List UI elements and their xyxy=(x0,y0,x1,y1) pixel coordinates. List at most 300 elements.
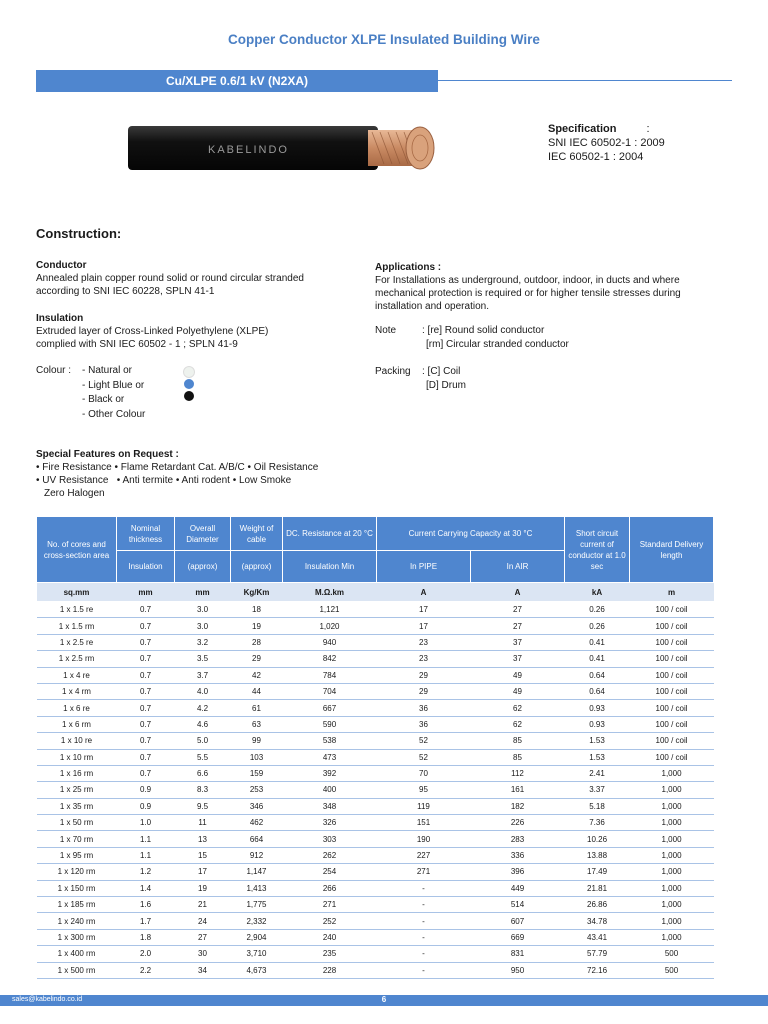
table-cell: 0.7 xyxy=(117,602,175,618)
unit-cell: m xyxy=(630,583,714,602)
product-band-label: Cu/XLPE 0.6/1 kV (N2XA) xyxy=(165,74,309,88)
note-label: Note xyxy=(375,325,397,336)
conductor-line: Annealed plain copper round solid or round circular stranded xyxy=(36,273,304,284)
table-cell: 1 x 10 rm xyxy=(37,749,117,765)
table-cell: 514 xyxy=(471,897,565,913)
table-cell: 1.0 xyxy=(117,815,175,831)
table-cell: 1 x 6 rm xyxy=(37,716,117,732)
table-cell: 1,000 xyxy=(630,798,714,814)
table-cell: 1 x 150 rm xyxy=(37,880,117,896)
table-cell: 271 xyxy=(377,864,471,880)
table-row xyxy=(37,733,714,749)
unit-cell: M.Ω.km xyxy=(283,583,377,602)
table-cell: 2.2 xyxy=(117,962,175,978)
table-cell: 3.37 xyxy=(565,782,630,798)
table-cell: 1.8 xyxy=(117,929,175,945)
table-cell: 0.9 xyxy=(117,782,175,798)
table-cell: 1 x 50 rm xyxy=(37,815,117,831)
table-cell: 500 xyxy=(630,962,714,978)
table-cell: 13 xyxy=(175,831,231,847)
table-cell: 500 xyxy=(630,946,714,962)
table-cell: 1,413 xyxy=(231,880,283,896)
table-cell: 190 xyxy=(377,831,471,847)
insulation-line: Extruded layer of Cross-Linked Polyethylene (XLPE) xyxy=(36,326,269,337)
page-number: 6 xyxy=(381,995,387,1004)
table-cell: 326 xyxy=(283,815,377,831)
table-cell: 0.93 xyxy=(565,716,630,732)
table-cell: 100 / coil xyxy=(630,651,714,667)
construction-heading: Construction: xyxy=(36,226,122,241)
applications-heading: Applications : xyxy=(375,262,442,273)
table-cell: 266 xyxy=(283,880,377,896)
table-cell: 11 xyxy=(175,815,231,831)
table-cell: 63 xyxy=(231,716,283,732)
unit-cell: mm xyxy=(117,583,175,602)
table-cell: 17 xyxy=(377,618,471,634)
table-cell: 0.7 xyxy=(117,651,175,667)
table-cell: 10.26 xyxy=(565,831,630,847)
table-cell: 1 x 95 rm xyxy=(37,847,117,863)
header-delivery: Standard Delivery length xyxy=(630,517,714,583)
table-row xyxy=(37,749,714,765)
table-cell: 100 / coil xyxy=(630,683,714,699)
table-row xyxy=(37,962,714,978)
table-cell: 21 xyxy=(175,897,231,913)
table-cell: 49 xyxy=(471,667,565,683)
table-cell: 29 xyxy=(377,667,471,683)
table-cell: - xyxy=(377,946,471,962)
insulation-block xyxy=(36,312,268,351)
header-approx: (approx) xyxy=(175,551,231,583)
table-cell: 15 xyxy=(175,847,231,863)
table-cell: 704 xyxy=(283,683,377,699)
table-cell: 940 xyxy=(283,634,377,650)
conductor-block xyxy=(36,259,304,298)
table-cell: 590 xyxy=(283,716,377,732)
insulation-line: complied with SNI IEC 60502 - 1 ; SPLN 41-9 xyxy=(36,339,238,350)
table-cell: 396 xyxy=(471,864,565,880)
table-cell: 1.2 xyxy=(117,864,175,880)
table-cell: 27 xyxy=(175,929,231,945)
table-cell: 392 xyxy=(283,765,377,781)
table-cell: 2.0 xyxy=(117,946,175,962)
table-cell: 254 xyxy=(283,864,377,880)
table-cell: 1 x 2.5 re xyxy=(37,634,117,650)
table-row xyxy=(37,634,714,650)
table-cell: 13.88 xyxy=(565,847,630,863)
table-cell: 2,332 xyxy=(231,913,283,929)
table-cell: 9.5 xyxy=(175,798,231,814)
table-row xyxy=(37,683,714,699)
table-cell: 100 / coil xyxy=(630,667,714,683)
table-cell: 0.64 xyxy=(565,683,630,699)
table-cell: 34.78 xyxy=(565,913,630,929)
cable-image xyxy=(128,124,448,172)
conductor-line: according to SNI IEC 60228, SPLN 41-1 xyxy=(36,286,215,297)
table-cell: 3.5 xyxy=(175,651,231,667)
table-cell: 1 x 1.5 rm xyxy=(37,618,117,634)
product-band xyxy=(36,70,438,92)
table-row xyxy=(37,847,714,863)
table-cell: 1 x 2.5 rm xyxy=(37,651,117,667)
table-cell: 27 xyxy=(471,602,565,618)
table-cell: 1 x 4 rm xyxy=(37,683,117,699)
table-cell: 72.16 xyxy=(565,962,630,978)
unit-cell: kA xyxy=(565,583,630,602)
table-cell: 5.18 xyxy=(565,798,630,814)
table-cell: 70 xyxy=(377,765,471,781)
table-cell: 1,000 xyxy=(630,913,714,929)
table-cell: 1.1 xyxy=(117,831,175,847)
table-cell: 1.53 xyxy=(565,733,630,749)
table-row xyxy=(37,667,714,683)
table-cell: 1 x 35 rm xyxy=(37,798,117,814)
table-cell: 1.1 xyxy=(117,847,175,863)
table-cell: 19 xyxy=(175,880,231,896)
specification-table xyxy=(36,516,714,979)
note-block xyxy=(375,324,675,352)
table-cell: 151 xyxy=(377,815,471,831)
table-cell: - xyxy=(377,897,471,913)
table-cell: 182 xyxy=(471,798,565,814)
table-cell: 28 xyxy=(231,634,283,650)
unit-cell: sq.mm xyxy=(37,583,117,602)
colour-option: - Natural or xyxy=(82,365,133,376)
table-cell: 100 / coil xyxy=(630,749,714,765)
table-cell: 0.7 xyxy=(117,716,175,732)
table-cell: 348 xyxy=(283,798,377,814)
table-cell: 24 xyxy=(175,913,231,929)
light-blue-swatch xyxy=(184,379,194,389)
table-cell: 0.41 xyxy=(565,651,630,667)
table-cell: 1 x 120 rm xyxy=(37,864,117,880)
table-cell: 4.2 xyxy=(175,700,231,716)
table-cell: 3.2 xyxy=(175,634,231,650)
footer-email: sales@kabelindo.co.id xyxy=(12,996,83,1003)
table-cell: 1,000 xyxy=(630,831,714,847)
table-cell: 95 xyxy=(377,782,471,798)
table-cell: 8.3 xyxy=(175,782,231,798)
table-cell: - xyxy=(377,913,471,929)
table-cell: 1.6 xyxy=(117,897,175,913)
note-line: [rm] Circular stranded conductor xyxy=(426,339,569,350)
table-cell: 346 xyxy=(231,798,283,814)
spec-line: SNI IEC 60502-1 : 2009 xyxy=(548,137,665,149)
table-cell: 18 xyxy=(231,602,283,618)
applications-line: mechanical protection is required or for higher tensile stresses during xyxy=(375,288,681,299)
table-cell: 0.7 xyxy=(117,683,175,699)
header-weight: Weight of cable xyxy=(231,517,283,551)
table-row xyxy=(37,782,714,798)
header-overall: Overall Diameter xyxy=(175,517,231,551)
table-cell: 950 xyxy=(471,962,565,978)
unit-cell: A xyxy=(471,583,565,602)
table-row xyxy=(37,618,714,634)
table-cell: 0.93 xyxy=(565,700,630,716)
packing-label: Packing xyxy=(375,366,411,377)
table-cell: 1 x 70 rm xyxy=(37,831,117,847)
table-cell: - xyxy=(377,929,471,945)
table-cell: 336 xyxy=(471,847,565,863)
colour-label: Colour : xyxy=(36,365,72,376)
table-cell: 1,775 xyxy=(231,897,283,913)
header-insulation: Insulation xyxy=(117,551,175,583)
table-cell: 27 xyxy=(471,618,565,634)
header-insulation-min: Insulation Min xyxy=(283,551,377,583)
table-row xyxy=(37,815,714,831)
unit-cell: mm xyxy=(175,583,231,602)
table-cell: 36 xyxy=(377,716,471,732)
table-cell: 52 xyxy=(377,733,471,749)
table-cell: 1,000 xyxy=(630,815,714,831)
table-cell: 23 xyxy=(377,634,471,650)
table-cell: 3.0 xyxy=(175,602,231,618)
table-cell: 37 xyxy=(471,634,565,650)
table-cell: 29 xyxy=(231,651,283,667)
table-cell: 271 xyxy=(283,897,377,913)
table-cell: 1 x 185 rm xyxy=(37,897,117,913)
table-row xyxy=(37,602,714,618)
special-features-block xyxy=(36,448,318,500)
table-cell: 1,000 xyxy=(630,929,714,945)
packing-line: : [C] Coil xyxy=(422,366,461,377)
table-cell: 1,000 xyxy=(630,897,714,913)
note-line: : [re] Round solid conductor xyxy=(422,325,545,336)
applications-line: installation and operation. xyxy=(375,301,489,312)
table-cell: 2,904 xyxy=(231,929,283,945)
insulation-heading: Insulation xyxy=(36,313,84,324)
table-cell: 1 x 500 rm xyxy=(37,962,117,978)
unit-cell: A xyxy=(377,583,471,602)
table-cell: 831 xyxy=(471,946,565,962)
table-cell: 228 xyxy=(283,962,377,978)
table-cell: 100 / coil xyxy=(630,700,714,716)
header-approx: (approx) xyxy=(231,551,283,583)
table-cell: 0.7 xyxy=(117,765,175,781)
units-row xyxy=(37,583,714,602)
table-cell: 52 xyxy=(377,749,471,765)
table-row xyxy=(37,651,714,667)
header-divider xyxy=(438,80,732,81)
table-row xyxy=(37,897,714,913)
table-cell: 262 xyxy=(283,847,377,863)
special-line: • Fire Resistance • Flame Retardant Cat. A/B/C • Oil Resistance xyxy=(36,462,319,473)
table-cell: 43.41 xyxy=(565,929,630,945)
natural-swatch xyxy=(183,366,195,378)
table-cell: 29 xyxy=(377,683,471,699)
table-cell: 253 xyxy=(231,782,283,798)
table-cell: 0.7 xyxy=(117,733,175,749)
table-cell: 235 xyxy=(283,946,377,962)
table-cell: 62 xyxy=(471,716,565,732)
table-cell: 112 xyxy=(471,765,565,781)
table-cell: 100 / coil xyxy=(630,634,714,650)
header-in-pipe: In PIPE xyxy=(377,551,471,583)
applications-block xyxy=(375,261,681,313)
table-cell: 1,020 xyxy=(283,618,377,634)
table-cell: 462 xyxy=(231,815,283,831)
table-cell: 37 xyxy=(471,651,565,667)
table-cell: 0.26 xyxy=(565,618,630,634)
colour-option: - Black or xyxy=(82,394,125,405)
spec-line: IEC 60502-1 : 2004 xyxy=(548,151,644,163)
header-nominal: Nominal thickness xyxy=(117,517,175,551)
packing-block xyxy=(375,365,575,393)
special-heading: Special Features on Request : xyxy=(36,449,179,460)
table-cell: 161 xyxy=(471,782,565,798)
table-cell: 240 xyxy=(283,929,377,945)
table-cell: 252 xyxy=(283,913,377,929)
table-cell: 49 xyxy=(471,683,565,699)
table-cell: 17 xyxy=(175,864,231,880)
specification-block xyxy=(548,122,665,164)
table-cell: 0.26 xyxy=(565,602,630,618)
table-cell: 1.7 xyxy=(117,913,175,929)
table-cell: 57.79 xyxy=(565,946,630,962)
table-cell: 26.86 xyxy=(565,897,630,913)
table-row xyxy=(37,864,714,880)
table-cell: 5.0 xyxy=(175,733,231,749)
table-cell: 1 x 300 rm xyxy=(37,929,117,945)
table-cell: 100 / coil xyxy=(630,602,714,618)
table-cell: 1 x 16 rm xyxy=(37,765,117,781)
table-cell: 36 xyxy=(377,700,471,716)
table-row xyxy=(37,700,714,716)
table-cell: 912 xyxy=(231,847,283,863)
table-cell: 842 xyxy=(283,651,377,667)
colour-option: - Other Colour xyxy=(82,408,146,420)
document-title: Copper Conductor XLPE Insulated Building Wire xyxy=(228,32,540,47)
table-cell: - xyxy=(377,880,471,896)
table-cell: 1 x 6 re xyxy=(37,700,117,716)
header-short-circuit: Short circuit current of conductor at 1.0 sec xyxy=(565,517,630,583)
conductor-heading: Conductor xyxy=(36,260,87,271)
table-cell: 0.7 xyxy=(117,667,175,683)
table-cell: 30 xyxy=(175,946,231,962)
table-cell: 1.53 xyxy=(565,749,630,765)
table-cell: 159 xyxy=(231,765,283,781)
table-cell: 1 x 240 rm xyxy=(37,913,117,929)
table-cell: 5.5 xyxy=(175,749,231,765)
table-cell: 303 xyxy=(283,831,377,847)
table-row xyxy=(37,880,714,896)
special-line: • UV Resistance • Anti termite • Anti rodent • Low Smoke xyxy=(36,475,292,486)
table-cell: 100 / coil xyxy=(630,733,714,749)
applications-line: For Installations as underground, outdoor, indoor, in ducts and where xyxy=(375,275,680,286)
header-cores: No. of cores and cross-section area xyxy=(37,517,117,583)
table-row xyxy=(37,831,714,847)
table-cell: 227 xyxy=(377,847,471,863)
table-cell: 3,710 xyxy=(231,946,283,962)
table-row xyxy=(37,716,714,732)
table-cell: 0.7 xyxy=(117,618,175,634)
table-cell: 1 x 10 re xyxy=(37,733,117,749)
table-row xyxy=(37,765,714,781)
header-dc-resistance: DC. Resistance at 20 °C xyxy=(283,517,377,551)
table-cell: 7.36 xyxy=(565,815,630,831)
table-cell: 2.41 xyxy=(565,765,630,781)
table-cell: 1,000 xyxy=(630,864,714,880)
table-cell: 784 xyxy=(283,667,377,683)
table-cell: 34 xyxy=(175,962,231,978)
unit-cell: Kg/Km xyxy=(231,583,283,602)
table-cell: 283 xyxy=(471,831,565,847)
table-cell: 664 xyxy=(231,831,283,847)
table-cell: 17 xyxy=(377,602,471,618)
header-current: Current Carrying Capacity at 30 °C xyxy=(377,517,565,551)
table-cell: 62 xyxy=(471,700,565,716)
spec-colon: : xyxy=(646,123,650,135)
colour-option: - Light Blue or xyxy=(82,379,145,391)
table-cell: 17.49 xyxy=(565,864,630,880)
table-cell: 85 xyxy=(471,749,565,765)
table-cell: 1 x 25 rm xyxy=(37,782,117,798)
table-cell: 0.7 xyxy=(117,749,175,765)
table-cell: 1,000 xyxy=(630,880,714,896)
table-cell: 0.64 xyxy=(565,667,630,683)
table-row xyxy=(37,798,714,814)
table-cell: 44 xyxy=(231,683,283,699)
table-cell: 400 xyxy=(283,782,377,798)
table-cell: 1 x 4 re xyxy=(37,667,117,683)
table-cell: 85 xyxy=(471,733,565,749)
table-cell: 100 / coil xyxy=(630,618,714,634)
table-cell: 119 xyxy=(377,798,471,814)
table-cell: 1 x 400 rm xyxy=(37,946,117,962)
header-in-air: In AIR xyxy=(471,551,565,583)
table-cell: 1.4 xyxy=(117,880,175,896)
table-cell: 1,000 xyxy=(630,782,714,798)
table-cell: 19 xyxy=(231,618,283,634)
table-cell: 1,121 xyxy=(283,602,377,618)
table-row xyxy=(37,913,714,929)
table-cell: 449 xyxy=(471,880,565,896)
table-cell: 0.9 xyxy=(117,798,175,814)
table-cell: 4.6 xyxy=(175,716,231,732)
table-cell: 61 xyxy=(231,700,283,716)
table-row xyxy=(37,946,714,962)
table-cell: 0.41 xyxy=(565,634,630,650)
table-cell: 1 x 1.5 re xyxy=(37,602,117,618)
table-cell: 21.81 xyxy=(565,880,630,896)
table-cell: 0.7 xyxy=(117,634,175,650)
table-cell: 667 xyxy=(283,700,377,716)
table-cell: 1,000 xyxy=(630,847,714,863)
colour-block xyxy=(36,364,236,424)
table-cell: 1,000 xyxy=(630,765,714,781)
table-cell: 42 xyxy=(231,667,283,683)
table-cell: 4,673 xyxy=(231,962,283,978)
table-cell: 669 xyxy=(471,929,565,945)
table-cell: 1,147 xyxy=(231,864,283,880)
table-cell: 4.0 xyxy=(175,683,231,699)
table-cell: 3.0 xyxy=(175,618,231,634)
table-cell: - xyxy=(377,962,471,978)
black-swatch xyxy=(184,391,194,401)
table-cell: 3.7 xyxy=(175,667,231,683)
table-row xyxy=(37,929,714,945)
table-cell: 100 / coil xyxy=(630,716,714,732)
spec-heading: Specification xyxy=(548,123,617,135)
packing-line: [D] Drum xyxy=(426,380,466,391)
table-cell: 23 xyxy=(377,651,471,667)
table-cell: 473 xyxy=(283,749,377,765)
table-cell: 538 xyxy=(283,733,377,749)
table-cell: 607 xyxy=(471,913,565,929)
table-cell: 226 xyxy=(471,815,565,831)
cable-brand-print: KABELINDO xyxy=(208,144,289,156)
special-line: Zero Halogen xyxy=(44,488,105,499)
